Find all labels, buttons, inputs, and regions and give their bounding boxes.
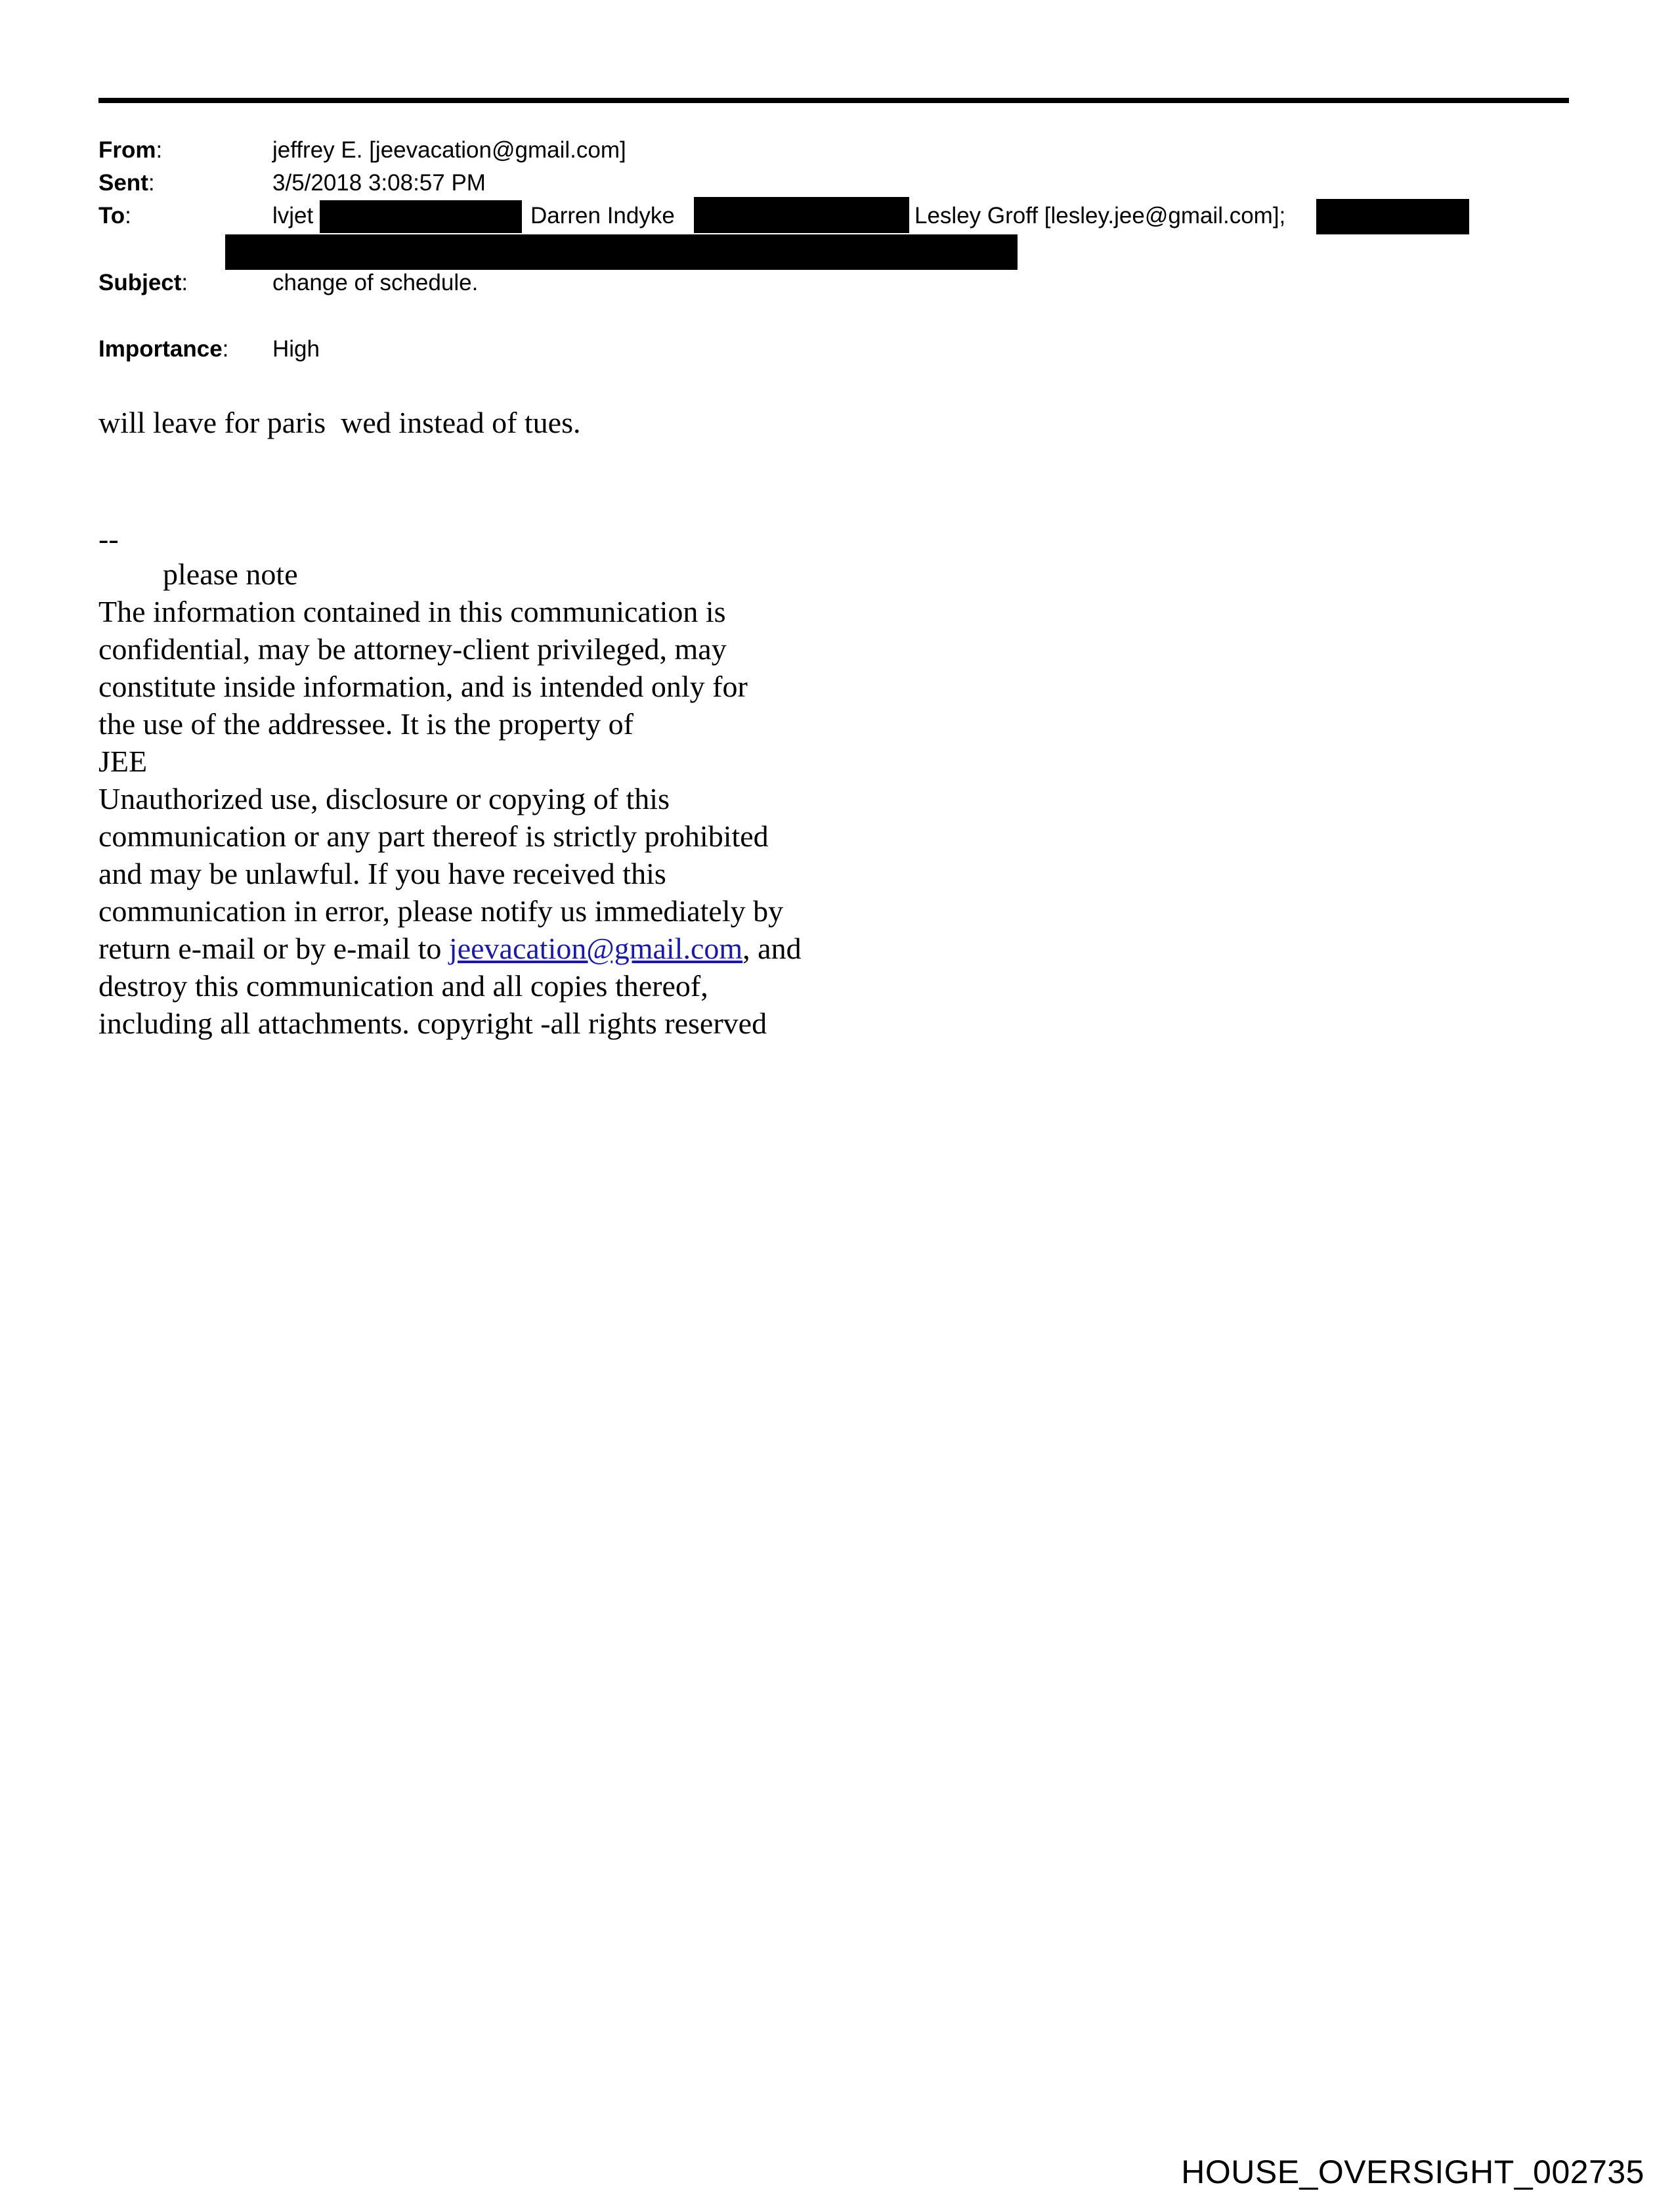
disclaimer-line: Unauthorized use, disclosure or copying of this	[98, 782, 670, 815]
to-label: To:	[98, 203, 131, 228]
disclaimer-line: communication or any part thereof is strictly prohibited	[98, 819, 769, 853]
sent-value: 3/5/2018 3:08:57 PM	[272, 170, 486, 196]
disclaimer-line: communication in error, please notify us immediately by	[98, 894, 784, 928]
importance-label: Importance:	[98, 336, 229, 362]
message-body: will leave for paris wed instead of tues.	[98, 406, 581, 439]
disclaimer-line: confidential, may be attorney-client privileged, may	[98, 632, 727, 666]
subject-label: Subject:	[98, 270, 188, 295]
to-recipient-1: lvjet	[272, 203, 314, 228]
link-suffix: , and	[742, 932, 802, 965]
to-recipient-2: Darren Indyke	[530, 203, 675, 228]
sent-label: Sent:	[98, 170, 155, 196]
importance-value: High	[272, 336, 320, 362]
signature-separator: --	[98, 522, 119, 555]
redaction-block	[225, 234, 1018, 270]
disclaimer-line: the use of the addressee. It is the property of	[98, 707, 633, 741]
subject-value: change of schedule.	[272, 270, 479, 295]
header-rule	[98, 98, 1569, 103]
redaction-block	[1316, 199, 1469, 234]
disclaimer-line: The information contained in this communication is	[98, 595, 726, 628]
redaction-block	[320, 200, 522, 233]
disclaimer-line: JEE	[98, 745, 148, 778]
disclaimer-line: destroy this communication and all copies thereof,	[98, 969, 708, 1003]
to-recipient-3: Lesley Groff [lesley.jee@gmail.com];	[914, 203, 1286, 228]
disclaimer-line-with-link	[98, 930, 802, 967]
from-label: From:	[98, 137, 163, 163]
disclaimer-line: including all attachments. copyright -all rights reserved	[98, 1007, 767, 1040]
email-link[interactable]: jeevacation@gmail.com	[448, 932, 743, 965]
disclaimer-line: and may be unlawful. If you have received this	[98, 857, 666, 890]
from-value: jeffrey E. [jeevacation@gmail.com]	[272, 137, 626, 163]
bates-number: HOUSE_OVERSIGHT_002735	[1181, 2154, 1644, 2190]
link-prefix: return e-mail or by e-mail to	[98, 932, 449, 965]
disclaimer-line: constitute inside information, and is intended only for	[98, 670, 748, 703]
redaction-block	[694, 197, 909, 233]
disclaimer-heading: please note	[163, 557, 298, 591]
